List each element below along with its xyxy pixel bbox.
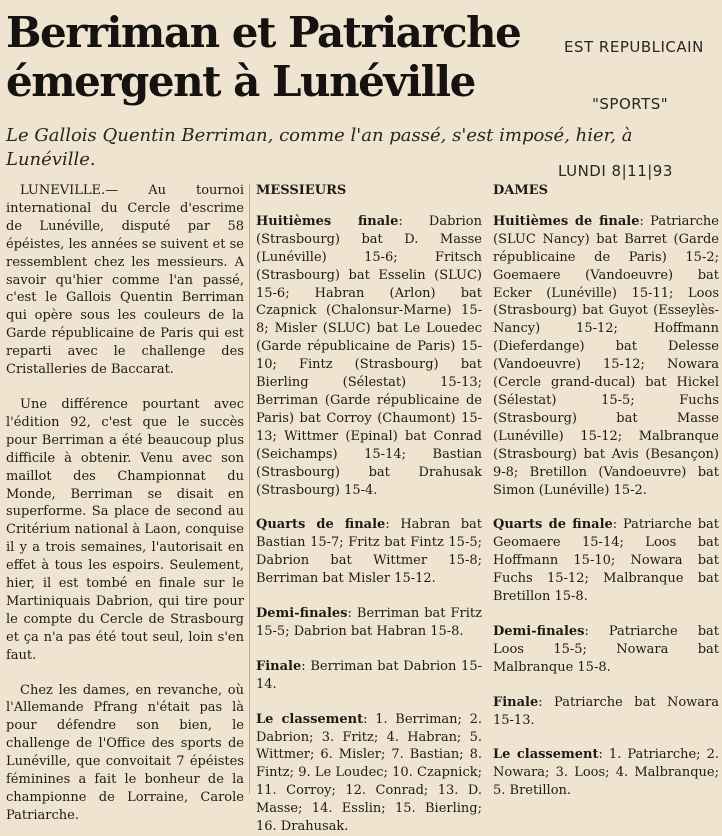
result-block-demi	[256, 605, 482, 641]
text-huitiemes: : Patriarche (SLUC Nancy) bat Barret (Garde républicaine de Paris) 15-2; Goemaere (Vandoeuvre) bat Ecker (Lunéville) 15-11; Loos (Strasbourg) bat Guyot (Esseylès-Nancy) 15-12; Hoffmann (Dieferdange) bat Delesse (Vandoeuvre) 15-12; Nowara (Cercle grand-ducal) bat Hickel (Sélestat) 15-5; Fuchs (Strasbourg) bat Masse (Lunéville) 15-12; Malbranque (Strasbourg) bat Avis (Besançon) 9-8; Bretillon (Vandoeuvre) bat Simon (Lunéville) 15-2.	[493, 213, 719, 498]
article-column	[6, 182, 244, 825]
result-block-quarts	[493, 516, 719, 606]
label-huitiemes: Huitièmes de finale	[493, 213, 640, 229]
label-quarts: Quarts de finale	[256, 517, 386, 533]
text-classement: : 1. Patriarche; 2. Nowara; 3. Loos; 4. Malbranque; 5. Bretillon.	[493, 747, 719, 799]
result-block-finale	[493, 694, 719, 730]
text-finale: : Patriarche bat Nowara 15-13.	[493, 694, 719, 728]
headline-line-1: Berriman et Patriarche	[6, 8, 521, 57]
text-demi: : Patriarche bat Loos 15-5; Nowara bat Malbranque 15-8.	[493, 623, 719, 675]
label-quarts: Quarts de finale	[493, 517, 613, 533]
section-title-messieurs: MESSIEURS	[256, 183, 347, 198]
result-block-huitiemes	[256, 213, 482, 500]
headline-line-2: émergent à Lunéville	[6, 57, 475, 106]
text-huitiemes: : Dabrion (Strasbourg) bat D. Masse (Lunéville) 15-6; Fritsch (Strasbourg) bat Esselin (SLUC) 15-6; Habran (Arlon) bat Czapnick (Chalonsur-Marne) 15-8; Misler (SLUC) bat Le Louedec (Garde républicaine de Paris) 15-10; Fintz (Strasbourg) bat Bierling (Sélestat) 15-13; Berriman (Garde républicaine de Paris) bat Corroy (Chaumont) 15-13; Wittmer (Epinal) bat Conrad (Seichamps) 15-14; Bastian (Strasbourg) bat Drahusak (Strasbourg) 15-4.	[256, 213, 482, 498]
text-demi: : Berriman bat Fritz 15-5; Dabrion bat Habran 15-8.	[256, 606, 482, 639]
label-demi: Demi-finales	[256, 606, 348, 622]
annotation-date: LUNDI 8|11|93	[558, 162, 673, 180]
results-dames	[493, 182, 719, 800]
label-finale: Finale	[493, 694, 539, 710]
headline	[6, 8, 566, 106]
results-messieurs	[256, 182, 482, 836]
text-classement: : 1. Berriman; 2. Dabrion; 3. Fritz; 4. Habran; 5. Wittmer; 6. Misler; 7. Bastian; 8. Fintz; 9. Le Loudec; 10. Czapnick; 11. Corroy; 12. Conrad; 13. D. Masse; 14. Esslin; 15. Bierling; 16. Drahusak.	[256, 711, 483, 835]
result-block-quarts	[256, 516, 482, 588]
label-classement: Le classement	[256, 711, 364, 727]
annotation-section: "SPORTS"	[592, 95, 669, 113]
text-quarts: : Patriarche bat Geomaere 15-14; Loos bat Hoffmann 15-10; Nowara bat Fuchs 15-12; Malbranque bat Bretillon 15-8.	[493, 517, 719, 605]
annotation-source: EST REPUBLICAIN	[564, 38, 704, 56]
label-classement: Le classement	[493, 747, 599, 763]
result-block-classement	[493, 746, 719, 800]
label-finale: Finale	[256, 658, 302, 674]
text-finale: : Berriman bat Dabrion 15-14.	[256, 658, 482, 692]
result-block-demi	[493, 623, 719, 677]
column-divider	[249, 184, 250, 794]
article-paragraph-1: LUNEVILLE.— Au tournoi international du Cercle d'escrime de Lunéville, disputé par 58 épéistes, les années se suivent et se ressemblent chez les messieurs. A savoir qu'hier comme l'an passé, c'est le Gallois Quentin Berriman qui opère sous les couleurs de la Garde républicaine de Paris qui est reparti avec le challenge des Cristalleries de Baccarat.	[6, 183, 244, 378]
text-quarts: : Habran bat Bastian 15-7; Fritz bat Fintz 15-5; Dabrion bat Wittmer 15-8; Berriman bat Misler 15-12.	[256, 517, 483, 587]
article-paragraph-2: Une différence pourtant avec l'édition 92, c'est que le succès pour Berriman a été beaucoup plus difficile à obtenir. Venu avec son maillot des Championnat du Monde, Berriman se disait en superforme. Sa place de second au Critérium national à Laon, conquise il y a trois semaines, l'autorisait en effet à tous les espoirs. Seulement, hier, il est tombé en finale sur le Martiniquais Dabrion, qui tire pour le compte du Cercle de Strasbourg et ça n'a pas été tout seul, loin s'en faut.	[6, 396, 244, 663]
label-huitiemes: Huitièmes finale	[256, 213, 399, 229]
label-demi: Demi-finales	[493, 623, 585, 639]
section-title-dames: DAMES	[493, 183, 549, 198]
result-block-huitiemes	[493, 213, 719, 500]
article-paragraph-3: Chez les dames, en revanche, où l'Allemande Pfrang n'était pas là pour défendre son bien, le challenge de l'Office des sports de Lunéville, que convoitait 7 épéistes féminines a fait le bonheur de la championne de Lorraine, Carole Patriarche.	[6, 682, 244, 823]
result-block-finale	[256, 658, 482, 694]
lede: Le Gallois Quentin Berriman, comme l'an passé, s'est imposé, hier, à Lunéville.	[6, 125, 633, 170]
result-block-classement	[256, 711, 482, 836]
